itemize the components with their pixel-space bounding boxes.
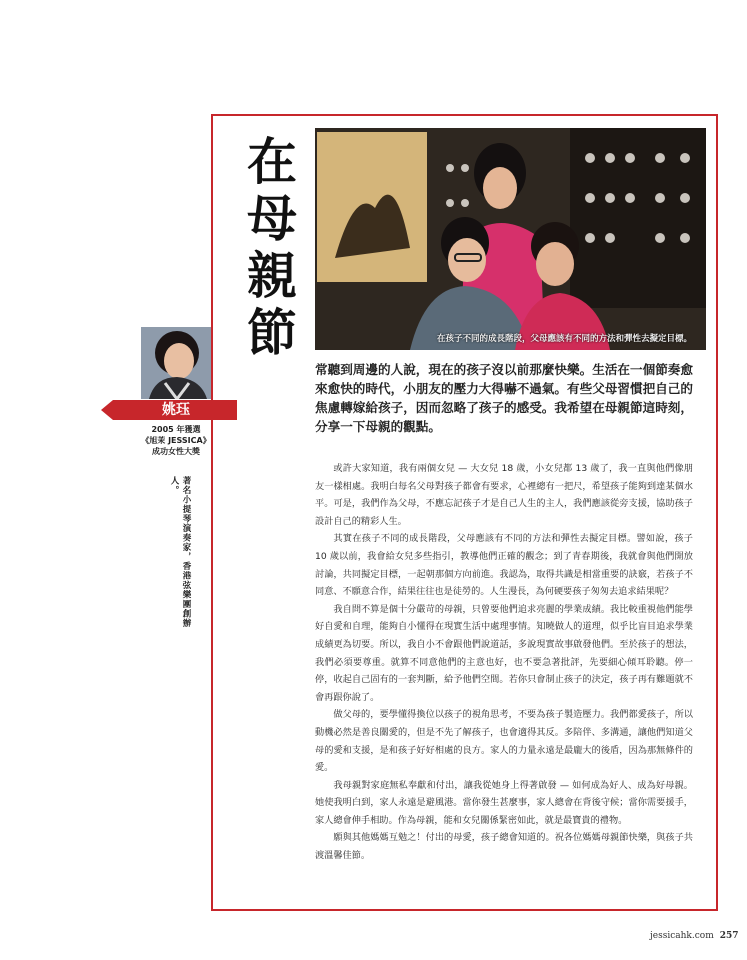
- body-paragraph: 做父母的，要學懂得換位以孩子的視角思考，不要為孩子製造壓力。我們都愛孩子，所以動機必然是善良關愛的，但是不先了解孩子，也會適得其反。多陪伴、多溝通，讓他們知道父母的愛和支援，是和孩子好好相處的良方。家人的力量永遠是最龐大的後盾，因為那無條件的愛。: [315, 709, 693, 774]
- author-award-name: 成功女性大獎: [152, 447, 200, 456]
- lead-paragraph: 常聽到周邊的人說，現在的孩子沒以前那麼快樂。生活在一個節奏愈來愈快的時代，小朋友的壓力大得嚇不過氣。有些父母習慣把自己的焦慮轉嫁給孩子，因而忽略了孩子的感受。我希望在母親節這時刻，分享一下母親的觀點。: [315, 362, 693, 434]
- author-description: 著名小提琴演奏家，香港弦樂團創辦人。: [169, 476, 191, 628]
- body-paragraph: 願與其他媽媽互勉之！付出的母愛，孩子總會知道的。祝各位媽媽母親節快樂，與孩子共渡溫馨佳節。: [315, 832, 693, 862]
- author-portrait: [141, 327, 211, 399]
- author-name: 姚珏: [162, 402, 190, 418]
- author-award-magazine: 《旭茉 JESSICA》: [141, 436, 211, 445]
- title-char-1: 在: [247, 132, 297, 191]
- author-photo: [141, 327, 211, 399]
- author-award-year: 2005 年獲選: [151, 425, 201, 434]
- title-char-2: 母: [247, 189, 297, 248]
- page-footer: [650, 931, 739, 941]
- author-credentials: [128, 424, 224, 457]
- article-title: [240, 133, 304, 361]
- body-paragraph: 我母親對家庭無私奉獻和付出，讓我從她身上得著啟發 — 如何成為好人、成為好母親。她使我明白到，家人永遠是避風港。當你發生甚麼事，家人總會在背後守候；當你需要援手，家人總會伸手相助。作為母親，能和女兒關係緊密如此，就是最寶貴的禮物。: [315, 779, 693, 826]
- family-photo-illustration: [315, 128, 706, 350]
- body-paragraph: 或許大家知道，我有兩個女兒 — 大女兒 18 歲，小女兒都 13 歲了，我一直與他們像朋友一樣相處。我明白每名父母對孩子都會有要求，心裡總有一把尺，希望孩子能夠到達某個水平。可是，我們作為父母，不應忘記孩子才是自己人生的主人，我們應該從旁支援，協助孩子設計自己的精彩人生。: [315, 463, 693, 527]
- title-char-4: 節: [247, 303, 297, 362]
- family-photo: [315, 128, 706, 350]
- body-paragraph: 其實在孩子不同的成長階段，父母應該有不同的方法和彈性去擬定目標。譬如說，孩子 10 歲以前，我會給女兒多些指引，教導他們正確的觀念；到了青春期後，我就會與他們開放討論，共同擬定目標，一起朝那個方向前進。我認為，取得共識是相當重要的訣竅，若孩子不同意、不願意合作，結果往往也是徒勞的。人生漫長，為何硬要孩子匆匆去追求結果呢？: [315, 533, 693, 598]
- title-char-3: 親: [247, 246, 297, 305]
- photo-caption: 在孩子不同的成長階段，父母應該有不同的方法和彈性去擬定目標。: [436, 334, 692, 344]
- body-paragraph: 我自問不算是個十分嚴苛的母親，只曾要他們追求亮麗的學業成績。我比較重視他們能學好自愛和自理，能夠自小懂得在現實生活中處理事情。知曉做人的道理，似乎比盲目追求學業成績更為切要。所以，我自小不會跟他們說道話，多說現實故事啟發他們。至於孩子的想法，我們必須要尊重。就算不同意他們的主意也好，也不要急著批評，先要細心傾耳聆聽。停一停，收起自己固有的一套判斷，給予他們空間。若你只會制止孩子的決定，孩子再有難題就不會再跟你說了。: [315, 603, 693, 703]
- footer-site: jessicahk.com: [650, 931, 714, 941]
- article-body: [315, 460, 693, 865]
- page-number: 257: [719, 931, 739, 941]
